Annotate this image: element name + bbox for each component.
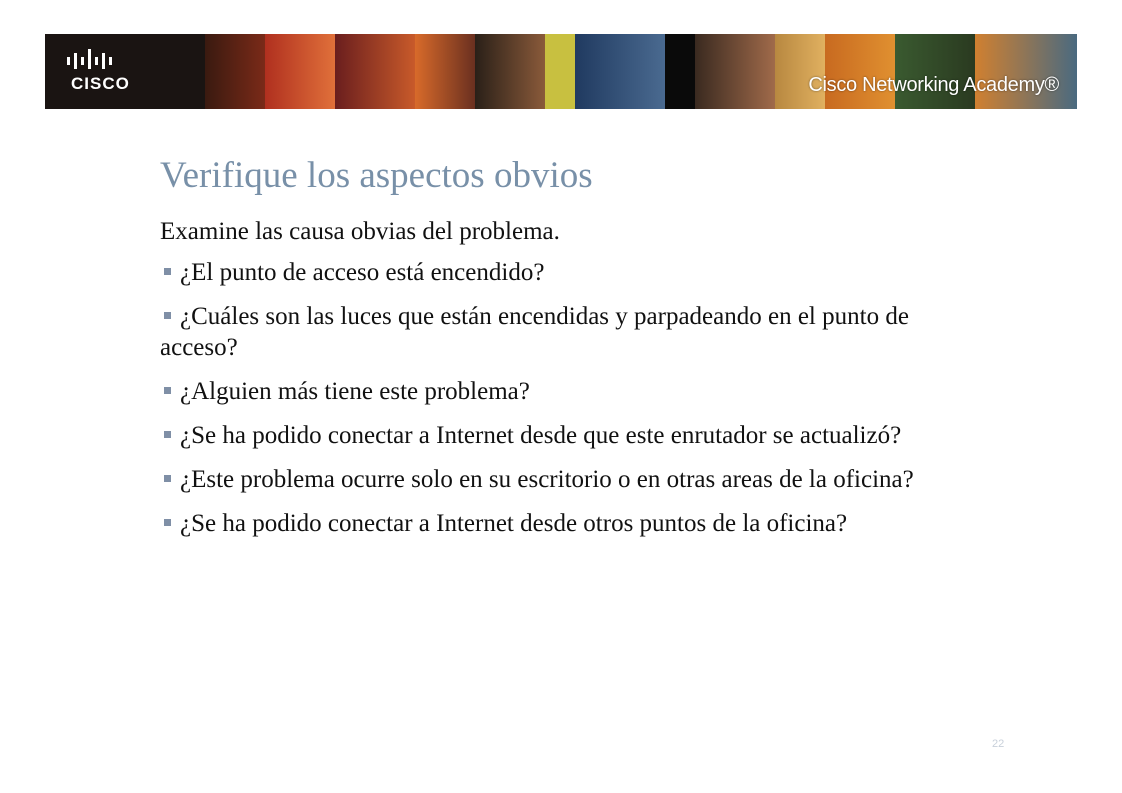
bullet-text: ¿Se ha podido conectar a Internet desde otros puntos de la oficina? (180, 510, 848, 537)
bullet-list (160, 257, 920, 539)
slide-title: Verifique los aspectos obvios (160, 155, 593, 196)
square-bullet-icon (164, 268, 171, 275)
square-bullet-icon (164, 312, 171, 319)
square-bullet-icon (164, 387, 171, 394)
bullet-item (160, 257, 920, 288)
academy-name: Cisco Networking Academy® (808, 74, 1059, 96)
slide-body (160, 216, 920, 552)
bullet-item (160, 376, 920, 407)
page-number: 22 (992, 738, 1005, 750)
bullet-text: ¿Este problema ocurre solo en su escritorio o en otras areas de la oficina? (180, 466, 914, 493)
bullet-text: ¿Alguien más tiene este problema? (180, 378, 530, 405)
bullet-text: ¿Cuáles son las luces que están encendidas y parpadeando en el punto de acceso? (160, 303, 909, 361)
square-bullet-icon (164, 431, 171, 438)
bullet-item (160, 301, 920, 363)
bullet-item (160, 464, 920, 495)
intro-text: Examine las causa obvias del problema. (160, 218, 560, 245)
bullet-item (160, 508, 920, 539)
bullet-item (160, 420, 920, 451)
banner-photo-strip (205, 34, 1077, 109)
logo-text: CISCO (71, 74, 130, 93)
bullet-text: ¿El punto de acceso está encendido? (180, 259, 545, 286)
square-bullet-icon (164, 475, 171, 482)
header-banner (45, 34, 1077, 109)
square-bullet-icon (164, 519, 171, 526)
cisco-logo-icon (65, 48, 175, 96)
bullet-text: ¿Se ha podido conectar a Internet desde que este enrutador se actualizó? (180, 422, 902, 449)
